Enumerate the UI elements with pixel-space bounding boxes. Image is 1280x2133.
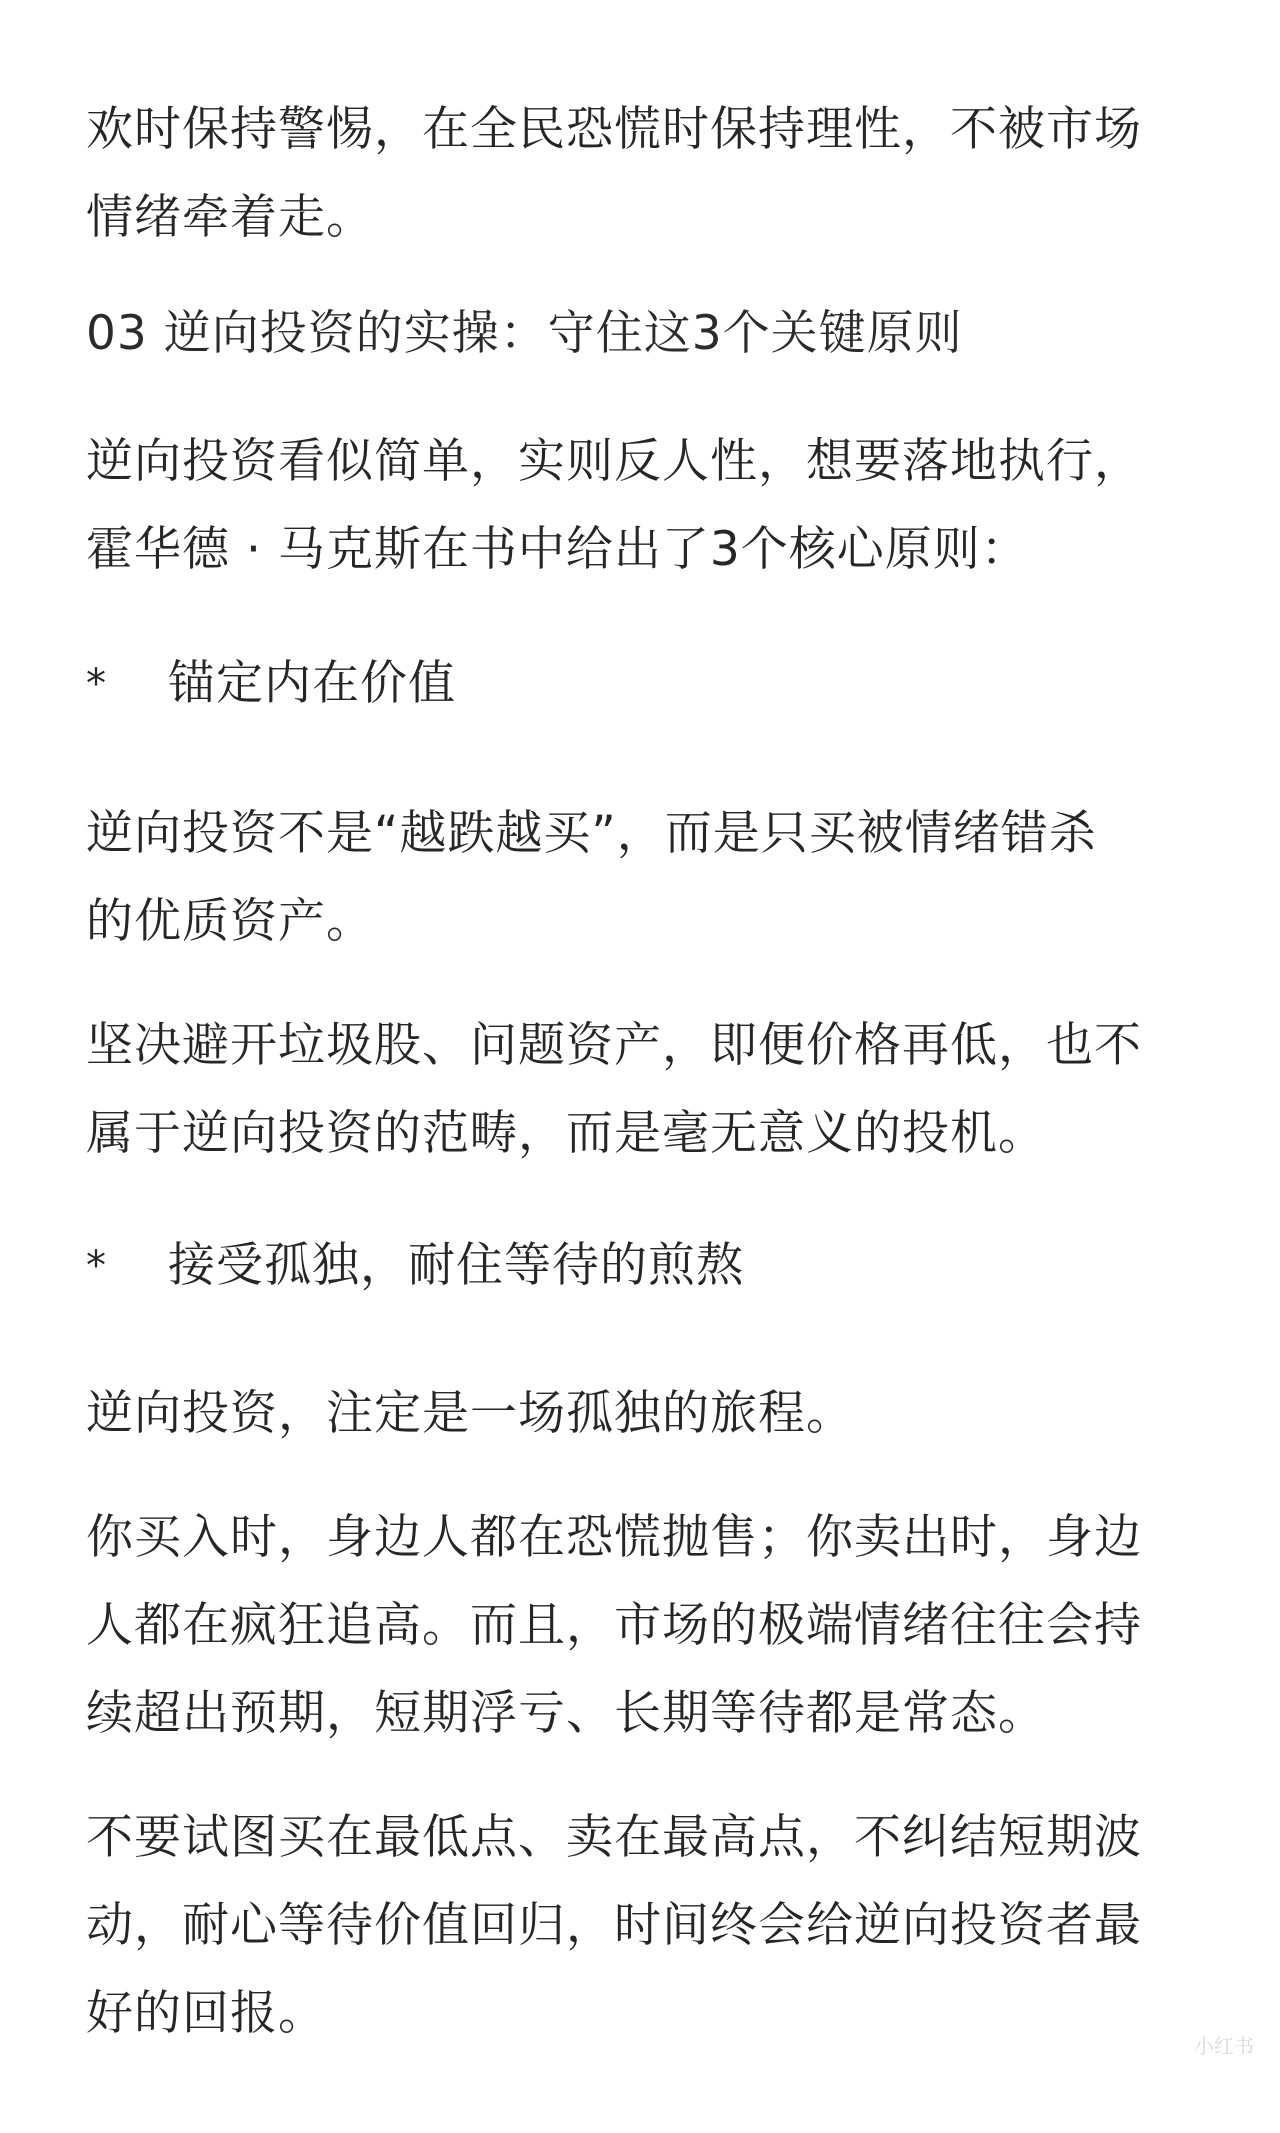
paragraph-intro-tail: 欢时保持警惕，在全民恐慌时保持理性，不被市场 情绪牵着走。 xyxy=(86,102,1142,245)
bullet-label: 接受孤独，耐住等待的煎熬 xyxy=(168,1238,744,1293)
paragraph-not-buy-dips: 逆向投资不是“越跌越买”，而是只买被情绪错杀 的优质资产。 xyxy=(86,806,1097,949)
paragraph-patience: 不要试图买在最低点、卖在最高点，不纠结短期波 动，耐心等待价值回归，时间终会给逆向投资者最 好的回报。 xyxy=(86,1810,1142,2041)
watermark-logo xyxy=(1194,2030,1254,2059)
paragraph-buy-when-panic: 你买入时，身边人都在恐慌抛售；你卖出时，身边 人都在疯狂追高。而且，市场的极端情绪往往会持 续超出预期，短期浮亏、长期等待都是常态。 xyxy=(86,1510,1142,1741)
bullet-marker: * xyxy=(86,661,106,707)
bullet-label: 锚定内在价值 xyxy=(168,656,456,711)
paragraph-avoid-junk: 坚决避开垃圾股、问题资产，即便价格再低，也不 属于逆向投资的范畴，而是毫无意义的投机。 xyxy=(86,1018,1142,1161)
bullet-marker: * xyxy=(86,1243,106,1289)
paragraph-principles-intro: 逆向投资看似简单，实则反人性，想要落地执行， 霍华德 · 马克斯在书中给出了3个核心原则： xyxy=(86,434,1142,577)
section-heading-03: 03 逆向投资的实操：守住这3个关键原则 xyxy=(86,306,963,361)
watermark-text: 小红书 xyxy=(1194,2034,1254,2058)
paragraph-lonely-journey: 逆向投资，注定是一场孤独的旅程。 xyxy=(86,1386,854,1441)
